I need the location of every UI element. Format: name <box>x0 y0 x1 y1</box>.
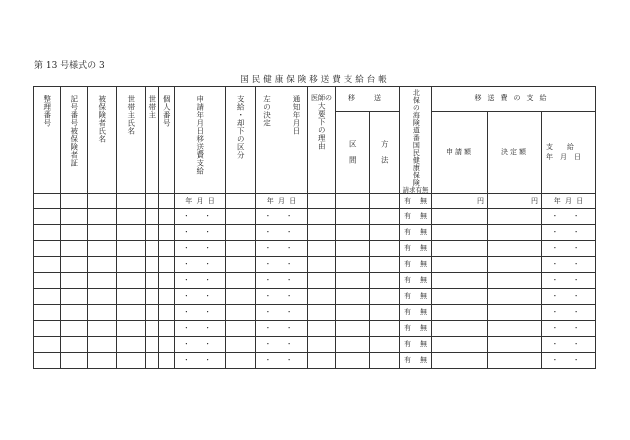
table-cell[interactable] <box>61 241 88 257</box>
unit-umu: 有 無 <box>400 194 432 209</box>
table-cell[interactable] <box>488 241 542 257</box>
table-cell[interactable] <box>370 337 400 353</box>
date-cell[interactable]: ・ ・ <box>256 241 308 257</box>
umu-cell[interactable]: 有 無 <box>400 209 432 225</box>
table-cell[interactable] <box>34 225 61 241</box>
header-setainushi-shimei: 世帯主氏名 <box>117 87 146 194</box>
table-cell[interactable] <box>308 225 336 241</box>
table-cell[interactable] <box>117 337 146 353</box>
table-cell[interactable] <box>432 337 488 353</box>
umu-cell[interactable]: 有 無 <box>400 353 432 369</box>
date-cell[interactable]: ・ ・ <box>542 337 596 353</box>
date-cell[interactable]: ・ ・ <box>175 305 226 321</box>
table-row <box>34 337 596 353</box>
table-cell[interactable] <box>88 209 117 225</box>
table-cell[interactable] <box>488 225 542 241</box>
table-cell[interactable] <box>146 209 159 225</box>
table-cell[interactable] <box>488 305 542 321</box>
table-cell[interactable] <box>308 321 336 337</box>
table-cell[interactable] <box>336 225 370 241</box>
table-row <box>34 273 596 289</box>
unit-row <box>34 194 596 209</box>
header-daiyo-riyu: 大要下の理由 <box>317 102 327 150</box>
table-cell[interactable] <box>34 209 61 225</box>
table-cell[interactable] <box>226 273 256 289</box>
header-kojin-bango: 個人番号 <box>159 87 175 194</box>
table-cell[interactable] <box>146 353 159 369</box>
table-cell[interactable] <box>34 305 61 321</box>
table-cell[interactable] <box>370 321 400 337</box>
table-cell[interactable] <box>488 337 542 353</box>
date-cell[interactable]: ・ ・ <box>175 321 226 337</box>
table-cell[interactable] <box>432 321 488 337</box>
table-cell[interactable] <box>34 337 61 353</box>
table-cell[interactable] <box>432 209 488 225</box>
ledger-body <box>34 87 596 369</box>
table-row <box>34 257 596 273</box>
table-cell[interactable] <box>159 321 175 337</box>
header-kokuho <box>400 87 432 194</box>
unit-shinsei-yen: 円 <box>432 194 488 209</box>
date-cell[interactable]: ・ ・ <box>256 273 308 289</box>
table-cell[interactable] <box>88 225 117 241</box>
table-cell[interactable] <box>336 257 370 273</box>
table-cell[interactable] <box>61 273 88 289</box>
table-cell[interactable] <box>117 305 146 321</box>
table-cell[interactable] <box>370 241 400 257</box>
date-cell[interactable]: ・ ・ <box>542 225 596 241</box>
header-shikyu-nengappi: 支 給 年 月 日 <box>542 111 596 193</box>
table-row <box>34 225 596 241</box>
table-cell[interactable] <box>488 209 542 225</box>
table-cell[interactable] <box>432 241 488 257</box>
table-cell[interactable] <box>336 289 370 305</box>
table-cell[interactable] <box>146 337 159 353</box>
table-cell[interactable] <box>488 353 542 369</box>
unit-tsuchi-ymd: 年 月 日 <box>256 194 308 209</box>
table-cell[interactable] <box>61 321 88 337</box>
date-cell[interactable]: ・ ・ <box>542 273 596 289</box>
table-cell[interactable] <box>88 305 117 321</box>
table-cell[interactable] <box>370 353 400 369</box>
date-cell[interactable]: ・ ・ <box>175 241 226 257</box>
date-cell[interactable]: ・ ・ <box>256 225 308 241</box>
table-cell[interactable] <box>61 353 88 369</box>
table-row <box>34 289 596 305</box>
table-cell[interactable] <box>88 273 117 289</box>
date-cell[interactable]: ・ ・ <box>256 289 308 305</box>
header-iso-group: 移 送 <box>336 87 400 112</box>
table-cell[interactable] <box>61 305 88 321</box>
header-hoho: 方 法 <box>370 111 400 193</box>
date-cell[interactable]: ・ ・ <box>256 209 308 225</box>
table-cell[interactable] <box>226 321 256 337</box>
header-kigo-bango: 記号番号被保険者証 <box>61 87 88 194</box>
table-row <box>34 209 596 225</box>
table-cell[interactable] <box>308 289 336 305</box>
table-cell[interactable] <box>88 241 117 257</box>
table-cell[interactable] <box>34 353 61 369</box>
table-cell[interactable] <box>336 273 370 289</box>
table-cell[interactable] <box>146 289 159 305</box>
date-cell[interactable]: ・ ・ <box>175 353 226 369</box>
table-cell[interactable] <box>226 289 256 305</box>
table-cell[interactable] <box>336 321 370 337</box>
table-row <box>34 305 596 321</box>
table-cell[interactable] <box>159 337 175 353</box>
table-cell[interactable] <box>336 209 370 225</box>
table-cell[interactable] <box>34 273 61 289</box>
table-cell[interactable] <box>308 241 336 257</box>
table-cell[interactable] <box>159 209 175 225</box>
unit-kettei-yen: 円 <box>488 194 542 209</box>
table-cell[interactable] <box>226 241 256 257</box>
table-cell[interactable] <box>488 289 542 305</box>
header-tsuchi-nengappi: 通知年月日 <box>291 95 301 135</box>
table-cell[interactable] <box>117 353 146 369</box>
table-cell[interactable] <box>34 289 61 305</box>
table-cell[interactable] <box>88 257 117 273</box>
table-cell[interactable] <box>488 257 542 273</box>
table-cell[interactable] <box>117 225 146 241</box>
table-cell[interactable] <box>432 273 488 289</box>
table-cell[interactable] <box>159 305 175 321</box>
header-shikyu-kyakka: 支給・却下の区分 <box>226 87 256 194</box>
table-cell[interactable] <box>370 209 400 225</box>
date-cell[interactable]: ・ ・ <box>542 321 596 337</box>
table-cell[interactable] <box>61 337 88 353</box>
table-cell[interactable] <box>159 225 175 241</box>
table-cell[interactable] <box>159 273 175 289</box>
table-cell[interactable] <box>336 241 370 257</box>
table-cell[interactable] <box>226 257 256 273</box>
header-shinsei-gaku: 申請額 <box>432 111 488 193</box>
table-cell[interactable] <box>336 353 370 369</box>
table-cell[interactable] <box>146 257 159 273</box>
header-sayu-kettei: 左の決定 <box>262 95 272 127</box>
umu-cell[interactable]: 有 無 <box>400 321 432 337</box>
table-cell[interactable] <box>159 241 175 257</box>
table-cell[interactable] <box>146 321 159 337</box>
table-cell[interactable] <box>117 289 146 305</box>
table-cell[interactable] <box>146 305 159 321</box>
umu-cell[interactable]: 有 無 <box>400 337 432 353</box>
date-cell[interactable]: ・ ・ <box>175 289 226 305</box>
table-cell[interactable] <box>226 225 256 241</box>
header-row-top <box>34 87 596 112</box>
table-cell[interactable] <box>61 209 88 225</box>
umu-cell[interactable]: 有 無 <box>400 289 432 305</box>
table-cell[interactable] <box>226 305 256 321</box>
table-cell[interactable] <box>88 289 117 305</box>
table-cell[interactable] <box>146 241 159 257</box>
date-cell[interactable]: ・ ・ <box>542 305 596 321</box>
table-cell[interactable] <box>117 241 146 257</box>
date-cell[interactable]: ・ ・ <box>175 209 226 225</box>
table-row <box>34 241 596 257</box>
table-row <box>34 321 596 337</box>
table-cell[interactable] <box>336 305 370 321</box>
table-cell[interactable] <box>336 337 370 353</box>
date-cell[interactable]: ・ ・ <box>175 273 226 289</box>
date-cell[interactable]: ・ ・ <box>542 209 596 225</box>
table-cell[interactable] <box>370 225 400 241</box>
header-ishi-riyu <box>308 87 336 194</box>
table-cell[interactable] <box>61 225 88 241</box>
date-cell[interactable]: ・ ・ <box>175 337 226 353</box>
date-cell[interactable]: ・ ・ <box>175 257 226 273</box>
table-cell[interactable] <box>308 209 336 225</box>
table-cell[interactable] <box>117 321 146 337</box>
table-cell[interactable] <box>432 225 488 241</box>
date-cell[interactable]: ・ ・ <box>256 257 308 273</box>
table-cell[interactable] <box>370 273 400 289</box>
table-cell[interactable] <box>34 241 61 257</box>
table-cell[interactable] <box>432 353 488 369</box>
table-cell[interactable] <box>88 337 117 353</box>
table-cell[interactable] <box>146 225 159 241</box>
date-cell[interactable]: ・ ・ <box>542 289 596 305</box>
table-cell[interactable] <box>159 257 175 273</box>
table-cell[interactable] <box>308 305 336 321</box>
date-cell[interactable]: ・ ・ <box>542 257 596 273</box>
form-number: 第 13 号様式の 3 <box>34 61 105 71</box>
umu-cell[interactable]: 有 無 <box>400 273 432 289</box>
unit-shikyu-ymd: 年 月 日 <box>542 194 596 209</box>
table-cell[interactable] <box>117 209 146 225</box>
table-cell[interactable] <box>308 273 336 289</box>
table-row <box>34 353 596 369</box>
table-cell[interactable] <box>370 305 400 321</box>
header-kukan: 区 間 <box>336 111 370 193</box>
table-cell[interactable] <box>226 209 256 225</box>
header-hihokensha-shimei: 被保険者氏名 <box>88 87 117 194</box>
umu-cell[interactable]: 有 無 <box>400 225 432 241</box>
table-cell[interactable] <box>370 289 400 305</box>
header-kettei-gaku: 決定額 <box>488 111 542 193</box>
table-cell[interactable] <box>88 321 117 337</box>
ledger-table <box>33 86 596 369</box>
table-cell[interactable] <box>488 273 542 289</box>
unit-shinsei-ymd: 年 月 日 <box>175 194 226 209</box>
date-cell[interactable]: ・ ・ <box>175 225 226 241</box>
header-setainushi: 世帯主 <box>146 87 159 194</box>
table-cell[interactable] <box>159 289 175 305</box>
table-cell[interactable] <box>61 289 88 305</box>
header-shikyu-group: 移送費の支給 <box>432 87 596 112</box>
table-cell[interactable] <box>117 273 146 289</box>
header-kokuho-rengokai: 北保の海険道番国民健康保険 <box>412 89 421 187</box>
date-cell[interactable]: ・ ・ <box>256 337 308 353</box>
table-cell[interactable] <box>432 305 488 321</box>
table-cell[interactable] <box>61 257 88 273</box>
date-cell[interactable]: ・ ・ <box>542 353 596 369</box>
date-cell[interactable]: ・ ・ <box>542 241 596 257</box>
table-cell[interactable] <box>34 321 61 337</box>
table-cell[interactable] <box>308 257 336 273</box>
header-ishi-no: 医師の <box>311 94 332 102</box>
table-cell[interactable] <box>159 353 175 369</box>
table-cell[interactable] <box>488 321 542 337</box>
date-cell[interactable]: ・ ・ <box>256 321 308 337</box>
umu-cell[interactable]: 有 無 <box>400 305 432 321</box>
header-seikyu-umu: 請求有無 <box>402 185 429 194</box>
table-cell[interactable] <box>88 353 117 369</box>
table-cell[interactable] <box>308 337 336 353</box>
table-cell[interactable] <box>370 257 400 273</box>
table-cell[interactable] <box>117 257 146 273</box>
table-cell[interactable] <box>226 353 256 369</box>
date-cell[interactable]: ・ ・ <box>256 305 308 321</box>
umu-cell[interactable]: 有 無 <box>400 257 432 273</box>
table-cell[interactable] <box>432 257 488 273</box>
date-cell[interactable]: ・ ・ <box>256 353 308 369</box>
umu-cell[interactable]: 有 無 <box>400 241 432 257</box>
header-shinsei-nengappi: 申請年月日移送費支給 <box>175 87 226 194</box>
table-cell[interactable] <box>146 273 159 289</box>
header-seiri-bango: 整理番号 <box>34 87 61 194</box>
table-cell[interactable] <box>34 257 61 273</box>
table-cell[interactable] <box>226 337 256 353</box>
page-title: 国民健康保険移送費支給台帳 <box>240 75 390 85</box>
table-cell[interactable] <box>308 353 336 369</box>
header-tsuchi <box>256 87 308 194</box>
table-cell[interactable] <box>432 289 488 305</box>
